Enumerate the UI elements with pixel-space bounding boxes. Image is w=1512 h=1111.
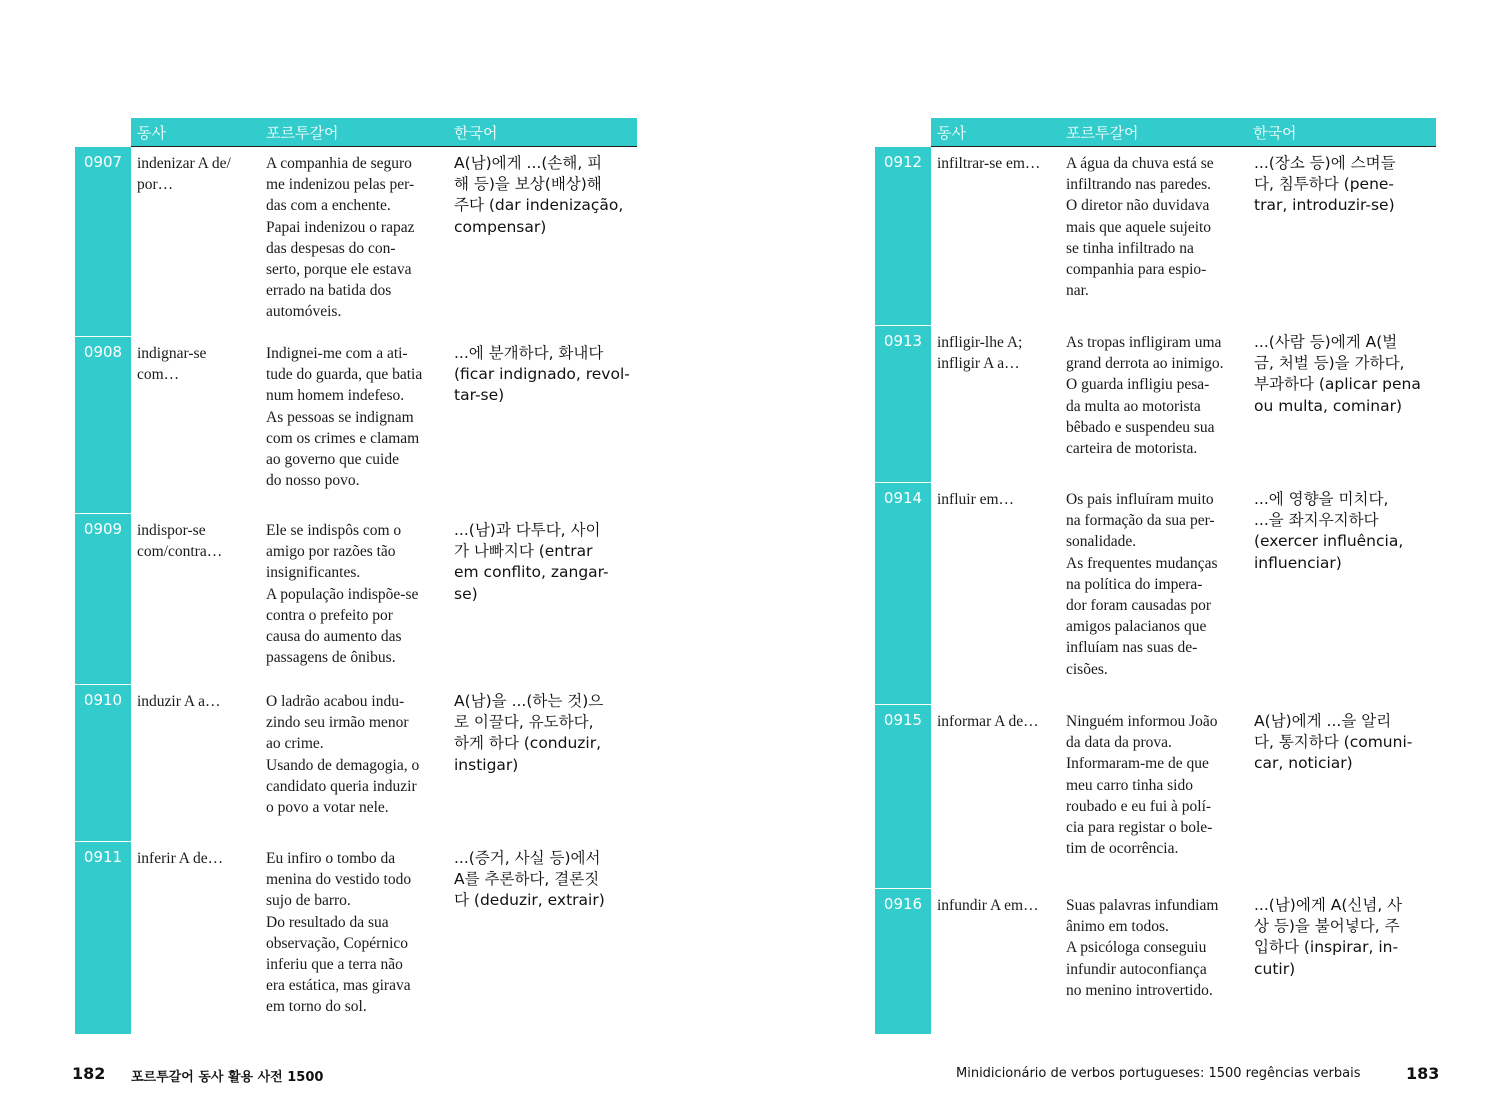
entry-row	[875, 483, 1435, 704]
meaning-line: 입하다 (inspirar, in-	[1254, 938, 1399, 957]
example-line: na formação da sua per-	[1066, 512, 1215, 530]
example-line: Os pais influíram muito	[1066, 491, 1214, 508]
example-line: amigo por razões tão	[266, 543, 396, 561]
meaning-line: ...(남)과 다투다, 사이	[454, 521, 601, 539]
entry-row	[875, 889, 1435, 1034]
example-line: ao crime.	[266, 735, 324, 753]
example-line: mais que aquele sujeito	[1066, 218, 1212, 236]
example-line: insignificantes.	[266, 564, 361, 582]
verb-line: inferir A de…	[137, 850, 224, 867]
example-line: cisões.	[1066, 660, 1108, 678]
verb-line: por…	[137, 176, 174, 194]
example-line: cia para registar o bole-	[1066, 819, 1213, 837]
entry-row	[75, 514, 635, 684]
meaning-line: 해 등)을 보상(배상)해	[454, 175, 602, 194]
page-number: 182	[72, 1064, 106, 1083]
meaning-cell	[454, 520, 609, 605]
meaning-line: A(남)을 ...(하는 것)으	[454, 692, 604, 710]
right-page	[756, 0, 1512, 1111]
example-line: Ninguém informou João	[1066, 713, 1218, 730]
example-line: serto, porque ele estava	[266, 261, 412, 279]
header-korean: 한국어	[454, 124, 498, 142]
example-line: infiltrando nas paredes.	[1066, 176, 1212, 194]
example-line: Ele se indispôs com o	[266, 522, 402, 539]
example-line: Eu infiro o tombo da	[266, 850, 396, 867]
example-line: O ladrão acabou indu-	[266, 693, 405, 710]
example-line: Usando de demagogia, o	[266, 756, 420, 774]
verb-line: infligir A a…	[937, 355, 1020, 373]
example-line: A população indispõe-se	[266, 585, 419, 603]
meaning-cell	[1254, 895, 1402, 980]
meaning-line: 다, 통지하다 (comuni-	[1254, 733, 1413, 752]
example-cell	[266, 520, 418, 668]
example-line: me indenizou pelas per-	[266, 176, 415, 194]
meaning-line: influenciar)	[1254, 553, 1342, 572]
meaning-line: (exercer influência,	[1254, 532, 1404, 551]
meaning-cell	[1254, 332, 1421, 417]
meaning-line: 하게 하다 (conduzir,	[454, 734, 602, 753]
example-line: carteira de motorista.	[1066, 440, 1198, 458]
entry-number: 0910	[75, 685, 131, 841]
entry-number: 0913	[875, 326, 931, 482]
example-line: tim de ocorrência.	[1066, 840, 1179, 858]
meaning-line: 로 이끌다, 유도하다,	[454, 713, 594, 732]
example-cell	[1066, 153, 1214, 301]
example-line: candidato queria induzir	[266, 777, 417, 795]
meaning-line: ...을 좌지우지하다	[1254, 511, 1379, 530]
example-line: companhia para espio-	[1066, 261, 1207, 279]
example-line: observação, Copérnico	[266, 934, 409, 952]
verb-cell	[937, 153, 1040, 174]
example-line: ânimo em todos.	[1066, 918, 1169, 936]
verb-line: com…	[137, 366, 180, 384]
meaning-line: ...에 영향을 미치다,	[1254, 490, 1389, 508]
entry-number: 0907	[75, 147, 131, 336]
example-cell	[1066, 332, 1224, 459]
example-line: se tinha infiltrado na	[1066, 239, 1194, 257]
header-verb: 동사	[137, 124, 166, 142]
meaning-line: compensar)	[454, 217, 547, 236]
entry-number: 0909	[75, 514, 131, 684]
meaning-line: (ficar indignado, revol-	[454, 365, 630, 384]
example-line: menina do vestido todo	[266, 871, 412, 889]
verb-line: informar A de…	[937, 713, 1039, 730]
meaning-line: cutir)	[1254, 959, 1296, 978]
entry-row	[75, 842, 635, 1034]
example-line: roubado e eu fui à polí-	[1066, 797, 1212, 815]
verb-line: infiltrar-se em…	[937, 155, 1041, 172]
meaning-line: ...(장소 등)에 스며들	[1254, 154, 1396, 172]
meaning-line: 가 나빠지다 (entrar	[454, 542, 593, 561]
example-line: zindo seu irmão menor	[266, 714, 409, 732]
meaning-cell	[1254, 711, 1412, 775]
example-line: causa do aumento das	[266, 628, 402, 646]
meaning-line: ...(사람 등)에게 A(벌	[1254, 333, 1398, 351]
meaning-line: ou multa, cominar)	[1254, 396, 1403, 415]
verb-cell	[937, 895, 1039, 916]
example-line: Do resultado da sua	[266, 913, 389, 931]
example-line: O diretor não duvidava	[1066, 197, 1210, 215]
example-line: amigos palacianos que	[1066, 618, 1207, 636]
example-line: bêbado e suspendeu sua	[1066, 418, 1215, 436]
verb-cell	[137, 343, 206, 385]
meaning-cell	[454, 343, 630, 407]
entry-number: 0915	[875, 705, 931, 888]
example-line: sonalidade.	[1066, 533, 1137, 551]
example-line: As tropas infligiram uma	[1066, 334, 1222, 351]
meaning-cell	[1254, 489, 1403, 574]
verb-cell	[937, 711, 1039, 732]
example-line: A água da chuva está se	[1066, 155, 1214, 172]
example-line: das despesas do con-	[266, 239, 396, 257]
meaning-line: A(남)에게 ...(손해, 피	[454, 154, 603, 172]
example-cell	[1066, 489, 1218, 680]
example-line: meu carro tinha sido	[1066, 776, 1193, 794]
example-cell	[266, 343, 422, 491]
meaning-line: 다, 침투하다 (pene-	[1254, 175, 1395, 194]
meaning-line: A(남)에게 ...을 알리	[1254, 712, 1392, 730]
example-line: do nosso povo.	[266, 472, 360, 490]
table-header	[931, 118, 1436, 146]
entry-row	[875, 326, 1435, 482]
example-line: era estática, mas girava	[266, 977, 411, 995]
meaning-line: 부과하다 (aplicar pena	[1254, 375, 1421, 394]
verb-line: infundir A em…	[937, 897, 1039, 914]
verb-line: indispor-se	[137, 522, 206, 539]
header-korean: 한국어	[1253, 124, 1297, 142]
running-title: 포르투갈어 동사 활용 사전 1500	[131, 1070, 324, 1085]
verb-line: induzir A a…	[137, 693, 221, 710]
example-line: das com a enchente.	[266, 197, 391, 215]
meaning-line: 금, 처벌 등)을 가하다,	[1254, 354, 1405, 373]
meaning-line: 상 등)을 불어넣다, 주	[1254, 917, 1400, 936]
example-line: grand derrota ao inimigo.	[1066, 355, 1224, 373]
example-line: passagens de ônibus.	[266, 649, 396, 667]
entry-row	[875, 705, 1435, 888]
example-line: A companhia de seguro	[266, 155, 412, 172]
entry-number: 0908	[75, 337, 131, 513]
entry-number: 0914	[875, 483, 931, 704]
meaning-line: ...에 분개하다, 화내다	[454, 344, 604, 362]
verb-cell	[137, 691, 221, 712]
meaning-line: instigar)	[454, 755, 519, 774]
example-cell	[266, 153, 414, 323]
verb-cell	[137, 153, 231, 195]
example-line: da data da prova.	[1066, 734, 1172, 752]
running-title: Minidicionário de verbos portugueses: 1500 regências verbais	[956, 1066, 1361, 1081]
meaning-line: se)	[454, 584, 478, 603]
verb-line: com/contra…	[137, 543, 223, 561]
header-verb: 동사	[937, 124, 966, 142]
meaning-line: car, noticiar)	[1254, 754, 1353, 773]
example-cell	[1066, 895, 1218, 1001]
verb-cell	[937, 332, 1022, 374]
example-cell	[1066, 711, 1218, 859]
example-line: num homem indefeso.	[266, 387, 405, 405]
verb-line: indignar-se	[137, 345, 207, 362]
entry-number: 0911	[75, 842, 131, 1034]
example-cell	[266, 848, 411, 1018]
entry-number: 0912	[875, 147, 931, 325]
entry-row	[75, 147, 635, 336]
meaning-line: A를 추론하다, 결론짓	[454, 870, 600, 889]
example-line: influíam nas suas de-	[1066, 639, 1198, 657]
header-portuguese: 포르투갈어	[266, 124, 339, 142]
meaning-line: 주다 (dar indenização,	[454, 196, 624, 215]
example-line: errado na batida dos	[266, 282, 392, 300]
example-line: Suas palavras infundiam	[1066, 897, 1219, 914]
meaning-cell	[454, 848, 605, 912]
example-line: As frequentes mudanças	[1066, 554, 1218, 572]
verb-cell	[137, 848, 223, 869]
verb-line: influir em…	[937, 491, 1015, 508]
entry-row	[75, 337, 635, 513]
example-line: sujo de barro.	[266, 892, 351, 910]
meaning-line: tar-se)	[454, 386, 505, 405]
verb-line: indenizar A de/	[137, 155, 231, 172]
header-portuguese: 포르투갈어	[1066, 124, 1139, 142]
example-line: Informaram-me de que	[1066, 755, 1209, 773]
example-line: no menino introvertido.	[1066, 981, 1213, 999]
example-line: Papai indenizou o rapaz	[266, 218, 415, 236]
example-line: As pessoas se indignam	[266, 408, 414, 426]
example-line: A psicóloga conseguiu	[1066, 939, 1207, 957]
meaning-line: ...(남)에게 A(신념, 사	[1254, 896, 1403, 914]
meaning-cell	[1254, 153, 1396, 217]
example-line: ao governo que cuide	[266, 451, 399, 469]
example-cell	[266, 691, 419, 818]
example-line: automóveis.	[266, 303, 342, 321]
example-line: da multa ao motorista	[1066, 397, 1201, 415]
example-line: inferiu que a terra não	[266, 956, 403, 974]
table-header	[131, 118, 637, 146]
example-line: nar.	[1066, 282, 1089, 300]
example-line: com os crimes e clamam	[266, 429, 420, 447]
meaning-line: ...(증거, 사실 등)에서	[454, 849, 601, 867]
example-line: o povo a votar nele.	[266, 799, 389, 817]
verb-cell	[137, 520, 222, 562]
meaning-line: trar, introduzir-se)	[1254, 196, 1395, 215]
example-line: Indignei-me com a ati-	[266, 345, 408, 362]
verb-cell	[937, 489, 1014, 510]
verb-line: infligir-lhe A;	[937, 334, 1023, 351]
entry-row	[875, 147, 1435, 325]
meaning-line: 다 (deduzir, extrair)	[454, 891, 605, 910]
meaning-line: em conflito, zangar-	[454, 563, 609, 582]
example-line: infundir autoconfiança	[1066, 960, 1207, 978]
entry-row	[75, 685, 635, 841]
example-line: tude do guarda, que batia	[266, 366, 423, 384]
entry-number: 0916	[875, 889, 931, 1034]
page-number: 183	[1406, 1064, 1440, 1083]
meaning-cell	[454, 153, 623, 238]
example-line: em torno do sol.	[266, 998, 367, 1016]
example-line: contra o prefeito por	[266, 606, 393, 624]
example-line: dor foram causadas por	[1066, 597, 1212, 615]
meaning-cell	[454, 691, 603, 776]
example-line: O guarda infligiu pesa-	[1066, 376, 1210, 394]
example-line: na política do impera-	[1066, 575, 1203, 593]
